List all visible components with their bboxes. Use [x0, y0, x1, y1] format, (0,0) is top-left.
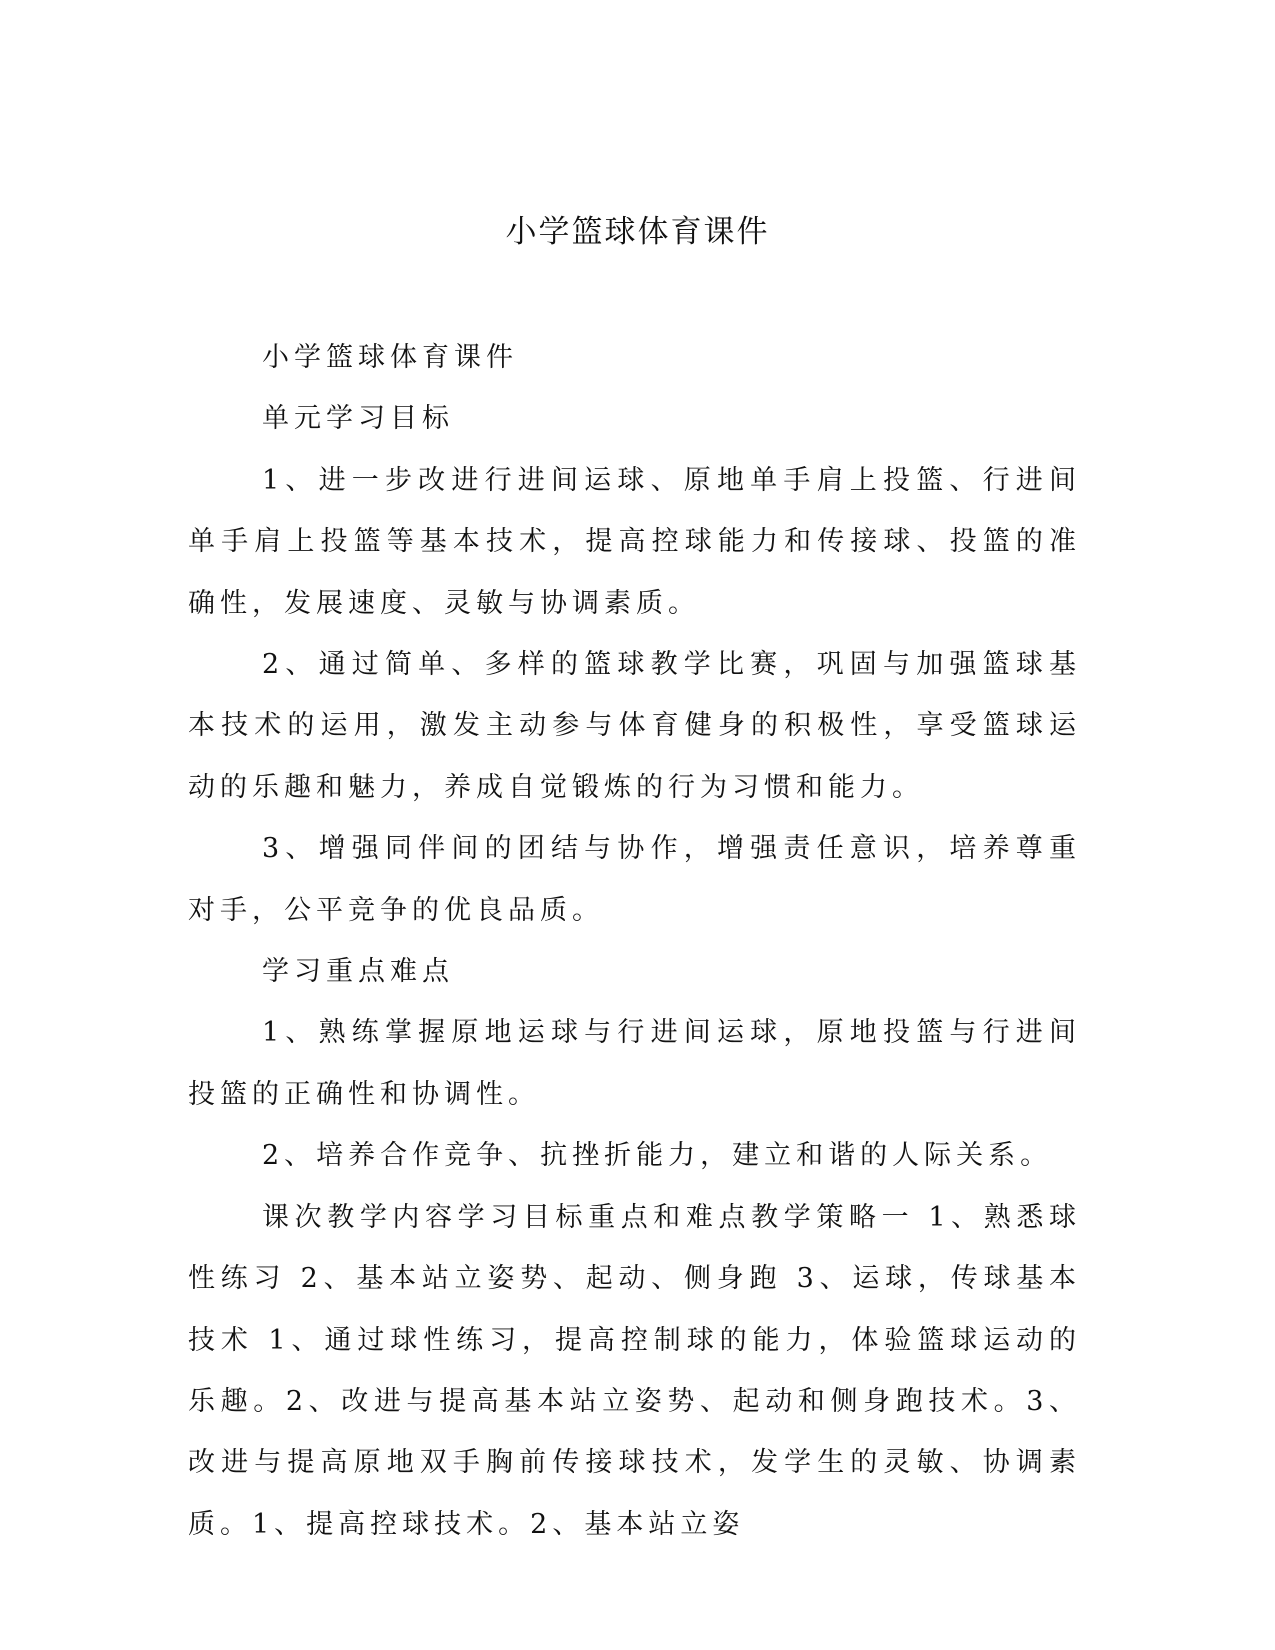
paragraph-goal-3: 3、增强同伴间的团结与协作，增强责任意识，培养尊重对手，公平竞争的优良品质。	[188, 833, 1081, 926]
document-body	[188, 327, 1081, 1555]
section-heading-unit-goals: 单元学习目标	[262, 403, 454, 435]
paragraph-key-point-1: 1、熟练掌握原地运球与行进间运球，原地投篮与行进间投篮的正确性和协调性。	[188, 1017, 1081, 1110]
paragraph-heading: 小学篮球体育课件	[262, 342, 518, 373]
paragraph-lesson-content: 课次教学内容学习目标重点和难点教学策略一 1、熟悉球性练习 2、基本站立姿势、起动、侧身跑 3、运球，传球基本技术 1、通过球性练习，提高控制球的能力，体验篮球运动的乐趣。2、改进与提高基本站立姿势、起动和侧身跑技术。3、改进与提高原地双手胸前传接球技术，发学生的灵敏、协调素质。1、提高控球技术。2、基本站立姿	[188, 1201, 1081, 1540]
section-heading-key-points: 学习重点难点	[262, 956, 454, 988]
document-title: 小学篮球体育课件	[505, 214, 770, 250]
paragraph-key-point-2: 2、培养合作竞争、抗挫折能力，建立和谐的人际关系。	[262, 1140, 1053, 1172]
paragraph-goal-1: 1、进一步改进行进间运球、原地单手肩上投篮、行进间单手肩上投篮等基本技术，提高控球能力和传接球、投篮的准确性，发展速度、灵敏与协调素质。	[188, 464, 1081, 619]
paragraph-goal-2: 2、通过简单、多样的篮球教学比赛，巩固与加强篮球基本技术的运用，激发主动参与体育健身的积极性，享受篮球运动的乐趣和魅力，养成自觉锻炼的行为习惯和能力。	[188, 649, 1081, 803]
